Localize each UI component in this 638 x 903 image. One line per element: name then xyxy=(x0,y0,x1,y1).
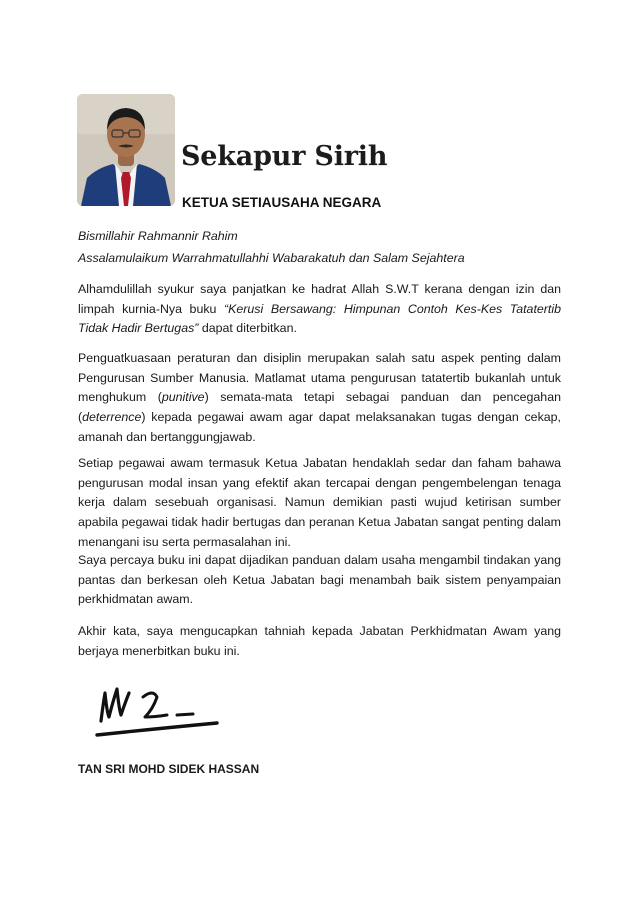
signature-image xyxy=(93,683,223,743)
paragraph-1-text-a: Alhamdulillah syukur saya panjatkan ke hadrat Allah S.W.T kerana dengan izin dan limpah kurnia-Nya buku xyxy=(78,282,561,316)
paragraph-4: Saya percaya buku ini dapat dijadikan panduan dalam usaha mengambil tindakan yang pantas dan berkesan oleh Ketua Jabatan bagi menambah baik sistem penyampaian perkhidmatan awam. xyxy=(78,553,561,607)
paragraph-2-text-b: ) semata-mata tetapi sebagai panduan dan pencegahan ( xyxy=(78,390,561,425)
paragraph-1 xyxy=(78,280,561,339)
greeting-line-2: Assalamulaikum Warrahmatullahhi Wabarakatuh dan Salam Sejahtera xyxy=(78,251,465,265)
portrait-image xyxy=(77,94,175,206)
paragraph-2-text-a: Penguatkuasaan peraturan dan disiplin merupakan salah satu aspek penting dalam Pengurusan Sumber Manusia. Matlamat utama pengurusan tatatertib bukanlah untuk menghukum ( xyxy=(78,351,561,405)
paragraph-2-text-c: ) kepada pegawai awam agar dapat melaksanakan tugas dengan cekap, amanah dan bertanggungjawab. xyxy=(78,410,561,444)
page-title: Sekapur Sirih xyxy=(181,141,388,172)
signatory-name: TAN SRI MOHD SIDEK HASSAN xyxy=(78,762,260,776)
paragraph-3: Setiap pegawai awam termasuk Ketua Jabatan hendaklah sedar dan faham bahawa pengurusan modal insan yang efektif akan tercapai dengan pengembelengan tenaga kerja dalam sesebuah organisasi. Namun demikian pasti wujud ketirisan sumber apabila pegawai tidak hadir bertugas dan peranan Ketua Jabatan sangat penting dalam menangani isu serta permasalahan ini. xyxy=(78,456,561,549)
term-punitive: punitive xyxy=(161,390,205,405)
term-deterrence: deterrence xyxy=(82,410,142,425)
paragraph-2 xyxy=(78,349,561,448)
paragraph-1-text-b: dapat diterbitkan. xyxy=(198,321,297,336)
paragraph-5: Akhir kata, saya mengucapkan tahniah kepada Jabatan Perkhidmatan Awam yang berjaya menerbitkan buku ini. xyxy=(78,624,561,658)
book-title: “Kerusi Bersawang: Himpunan Contoh Kes-Kes Tatatertib Tidak Hadir Bertugas” xyxy=(78,301,561,336)
page-subtitle: KETUA SETIAUSAHA NEGARA xyxy=(182,195,382,210)
greeting-line-1: Bismillahir Rahmannir Rahim xyxy=(78,229,238,243)
portrait-photo xyxy=(77,94,175,206)
